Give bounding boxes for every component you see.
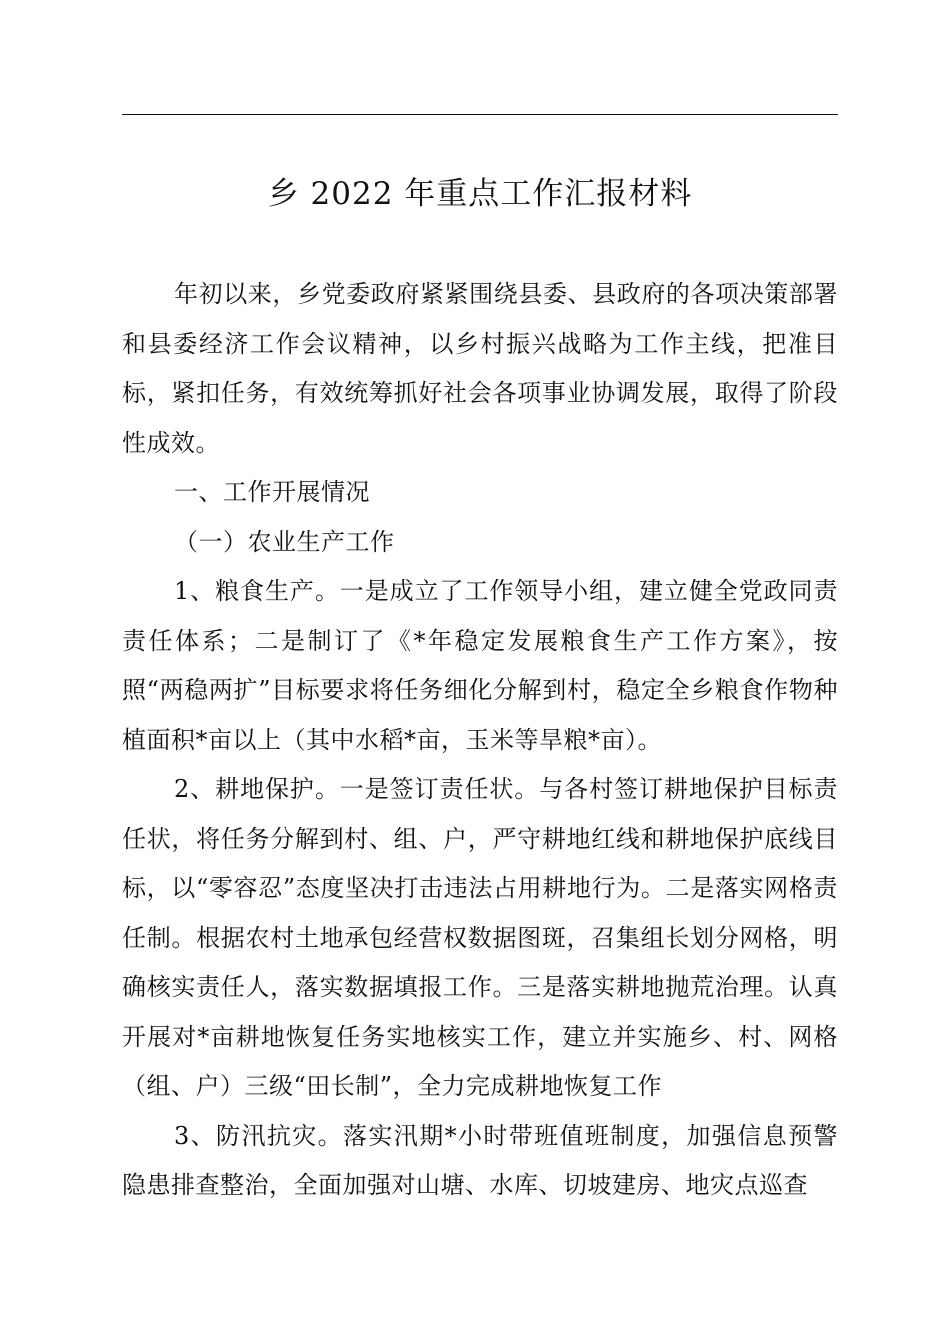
paragraph-farmland-protection: 2、耕地保护。一是签订责任状。与各村签订耕地保护目标责任状，将任务分解到村、组、户，严守耕地红线和耕地保护底线目标，以“零容忍”态度坚决打击违法占用耕地行为。二是落实网格责任制。根据农村土地承包经营权数据图斑，召集组长划分网格，明确核实责任人，落实数据填报工作。三是落实耕地抛荒治理。认真开展对*亩耕地恢复任务实地核实工作，建立并实施乡、村、网格（组、户）三级“田长制”，全力完成耕地恢复工作: [122, 775, 838, 1100]
heading-section-1: 一、工作开展情况: [174, 478, 370, 506]
heading-subsection-1: （一）农业生产工作: [174, 527, 395, 556]
header-rule: [122, 114, 838, 115]
paragraph-flood-control: 3、防汛抗灾。落实汛期*小时带班值班制度，加强信息预警隐患排查整治，全面加强对山塘、水库、切坡建房、地灾点巡查: [122, 1121, 838, 1199]
document-body: [122, 270, 838, 1211]
document-title: 乡 2022 年重点工作汇报材料: [267, 176, 693, 212]
paragraph-grain-production: 1、粮食生产。一是成立了工作领导小组，建立健全党政同责责任体系；二是制订了《*年稳定发展粮食生产工作方案》，按照“两稳两扩”目标要求将任务细化分解到村，稳定全乡粮食作物种植面积*亩以上（其中水稻*亩，玉米等旱粮*亩）。: [122, 577, 838, 754]
paragraph-intro: 年初以来，乡党委政府紧紧围绕县委、县政府的各项决策部署和县委经济工作会议精神，以乡村振兴战略为工作主线，把准目标，紧扣任务，有效统筹抓好社会各项事业协调发展，取得了阶段性成效。: [122, 280, 838, 457]
